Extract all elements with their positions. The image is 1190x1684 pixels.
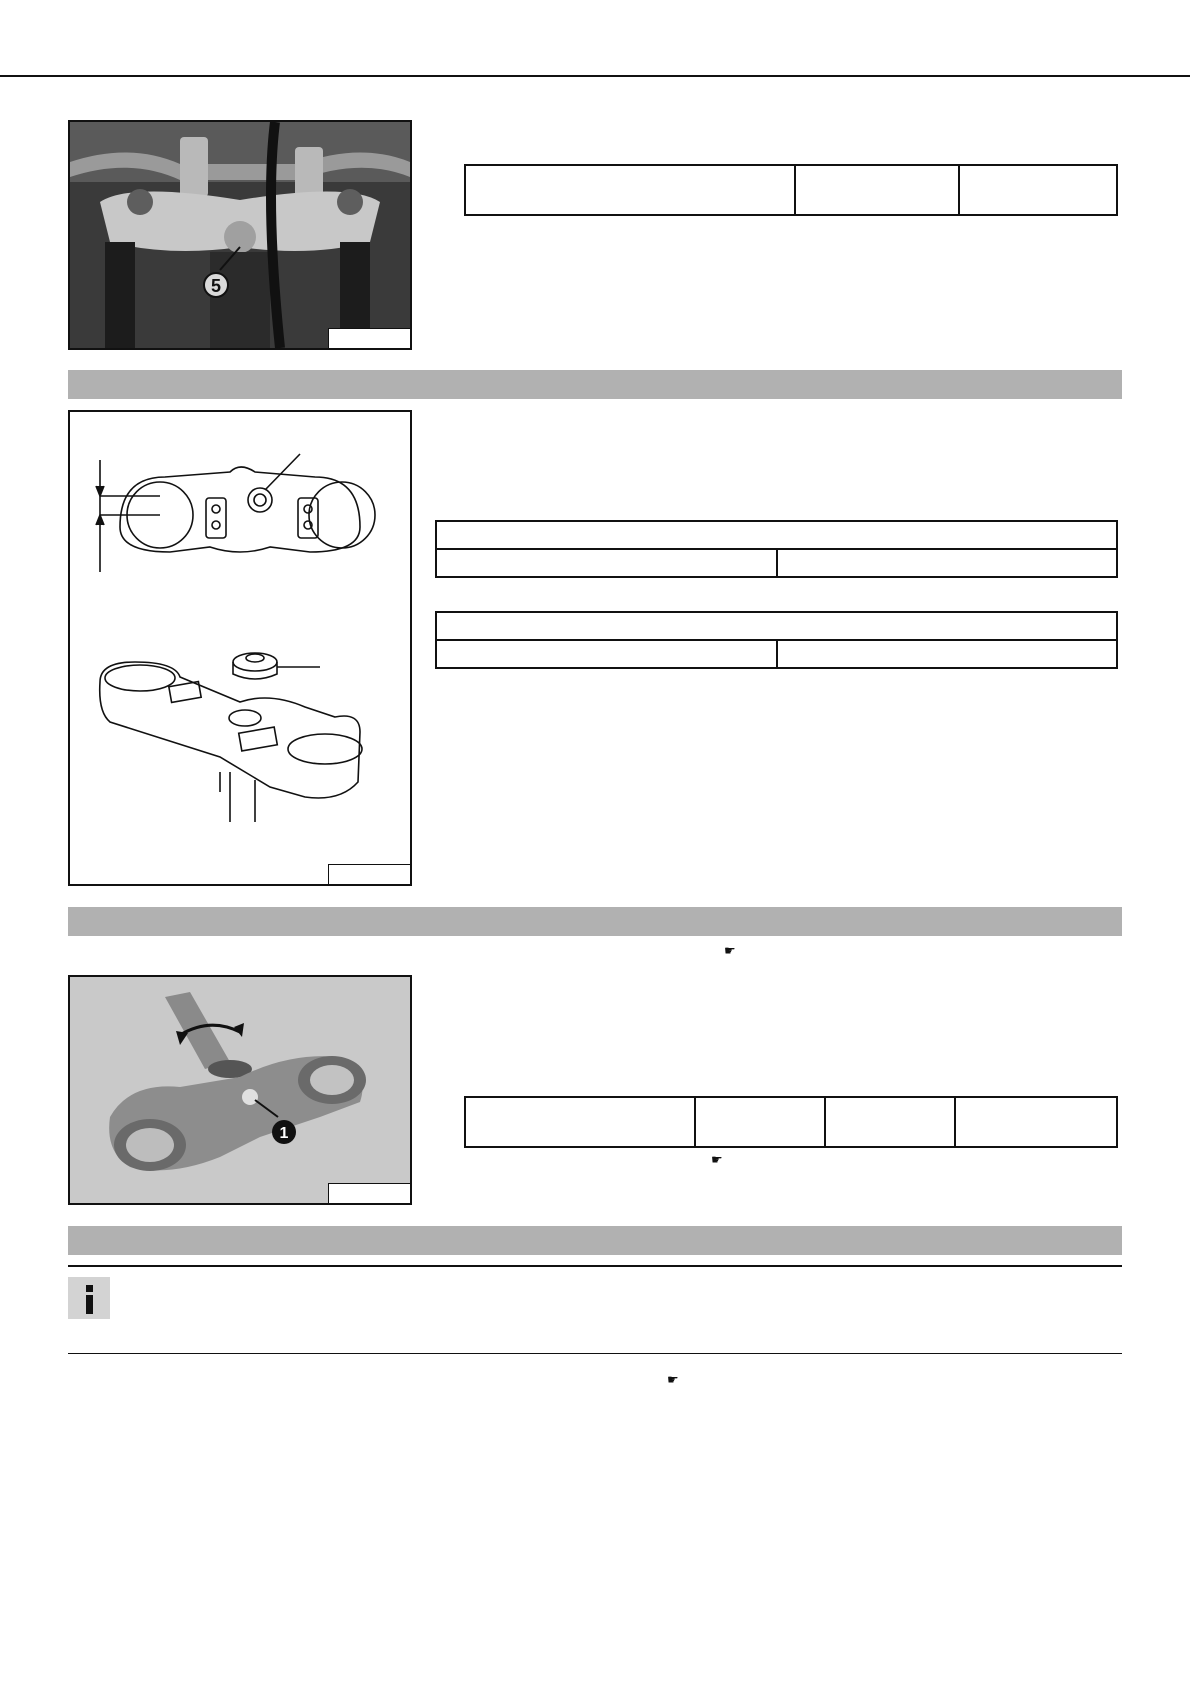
spec-table-1-cell-1 (465, 165, 795, 215)
info-note-top-rule (68, 1265, 1122, 1267)
spec-table-4-cell-4 (955, 1097, 1117, 1147)
photo-steering-stem (68, 975, 412, 1205)
section-heading-band-3 (68, 1226, 1122, 1255)
header-rule (0, 75, 1190, 77)
drawing-triple-clamp (68, 410, 412, 886)
info-icon (68, 1277, 110, 1319)
spec-table-4-cell-3 (825, 1097, 955, 1147)
info-note-bottom-rule (68, 1353, 1122, 1354)
pointing-hand-icon: ☛ (711, 1153, 723, 1168)
figure-number-box (328, 1183, 411, 1204)
spec-table-2-cell-2 (777, 549, 1118, 577)
pointing-hand-icon: ☛ (724, 944, 736, 959)
spec-table-3-cell-2 (777, 640, 1118, 668)
spec-table-1 (464, 164, 1118, 216)
photo-top-triple-clamp (68, 120, 412, 350)
spec-table-2-cell-1 (436, 549, 777, 577)
spec-table-3-header (436, 612, 1117, 640)
spec-table-3 (435, 611, 1118, 669)
spec-table-4-cell-2 (695, 1097, 825, 1147)
spec-table-2 (435, 520, 1118, 578)
pointing-hand-icon: ☛ (667, 1373, 679, 1388)
callout-5: 5 (210, 276, 222, 296)
figure-number-box (328, 864, 411, 885)
spec-table-2-header (436, 521, 1117, 549)
figure-number-box (328, 328, 411, 349)
spec-table-4-cell-1 (465, 1097, 695, 1147)
spec-table-1-cell-2 (795, 165, 959, 215)
spec-table-4 (464, 1096, 1118, 1148)
section-heading-band-2 (68, 907, 1122, 936)
section-heading-band-1 (68, 370, 1122, 399)
spec-table-3-cell-1 (436, 640, 777, 668)
callout-1: 1 (279, 1125, 289, 1142)
spec-table-1-cell-3 (959, 165, 1117, 215)
